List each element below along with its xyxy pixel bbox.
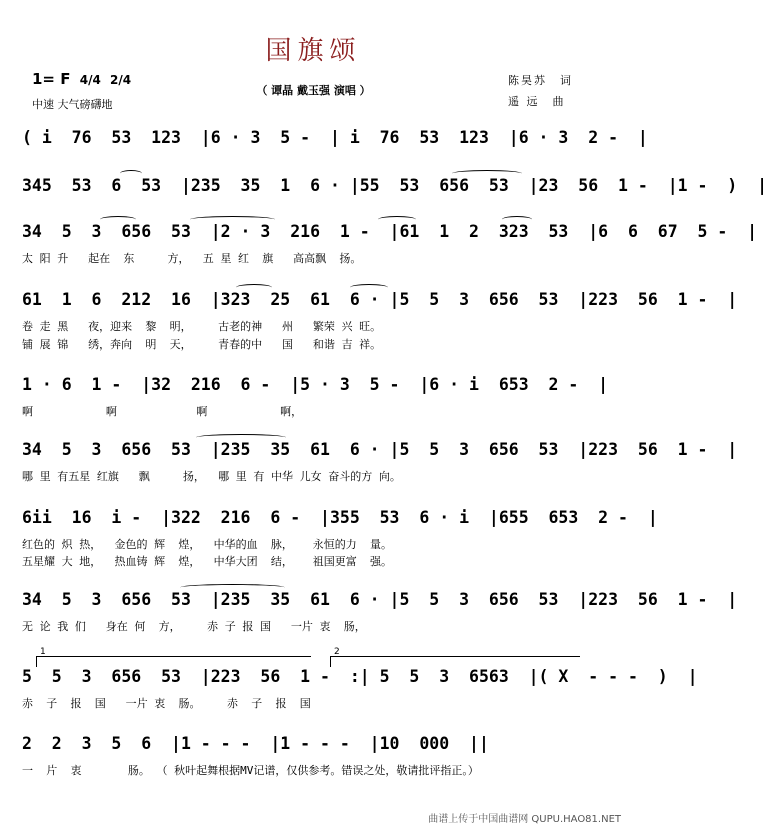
- volta-1: [36, 647, 311, 667]
- song-title: 国旗颂: [265, 36, 362, 66]
- lyric-row-7b: 五星耀 大 地， 热血铸 辉 煌， 中华大团 结， 祖国更富 强。: [22, 555, 392, 568]
- music-row-5: 1 · 6 1 - |32 216 6 - |5 · 3 5 - |6 · i 653 2 - |: [22, 375, 609, 394]
- key-label: 1= F: [32, 70, 71, 88]
- time-signature-2: 2/4: [110, 73, 132, 87]
- lyric-row-3: 太 阳 升 起在 东 方， 五 星 红 旗 高高飘 扬。: [22, 252, 362, 265]
- slur: [100, 216, 136, 223]
- tie: [452, 170, 522, 177]
- volta-1-number: 1: [40, 647, 46, 657]
- music-row-9: 5 5 3 656 53 |223 56 1 - :| 5 5 3 6563 |( X - - - ) |: [22, 667, 698, 686]
- lyric-row-10: 一 片 衷 肠。 （ 秋叶起舞根据MV记谱，仅供参考。错误之处，敬请批评指正。）: [22, 764, 479, 777]
- lyric-row-4b: 铺 展 锦 绣，奔向 明 天， 青春的中 国 和谐 吉 祥。: [22, 338, 382, 351]
- lyric-row-8: 无 论 我 们 身在 何 方， 赤 子 报 国 一片 衷 肠，: [22, 620, 366, 633]
- lyric-row-9: 赤 子 报 国 一片 衷 肠。 赤 子 报 国: [22, 697, 311, 710]
- volta-2: [330, 647, 580, 667]
- volta-2-number: 2: [334, 647, 340, 657]
- slur: [236, 284, 272, 291]
- lyric-row-5: 啊 啊 啊 啊，: [22, 405, 303, 418]
- music-row-8: 34 5 3 656 53 |235 35 61 6 · |5 5 3 656 53 |223 56 1 - |: [22, 590, 738, 609]
- time-signature-1: 4/4: [79, 73, 101, 87]
- music-row-10: 2 2 3 5 6 |1 - - - |1 - - - |10 000 ||: [22, 734, 489, 753]
- slur: [180, 584, 285, 591]
- slur: [502, 216, 532, 223]
- source-footer: 曲谱上传于中国曲谱网 QUPU.HAO81.NET: [428, 814, 621, 825]
- music-row-6: 34 5 3 656 53 |235 35 61 6 · |5 5 3 656 53 |223 56 1 - |: [22, 440, 738, 459]
- lyric-row-6: 哪 里 有五星 红旗 飘 扬， 哪 里 有 中华 儿女 奋斗的方 向。: [22, 470, 401, 483]
- lyric-row-7a: 红色的 炽 热， 金色的 辉 煌， 中华的血 脉， 永恒的力 量。: [22, 538, 392, 551]
- music-row-3: 34 5 3 656 53 |2 · 3 216 1 - |61 1 2 323 53 |6 6 67 5 - |: [22, 222, 758, 241]
- composer-credit: 遥 远 曲: [508, 95, 566, 108]
- tempo-marking: 中速 大气磅礴地: [32, 98, 113, 111]
- lyricist-credit: 陈昊苏 词: [508, 74, 573, 87]
- slur: [120, 170, 142, 177]
- lyric-row-4a: 卷 走 黑 夜，迎来 黎 明， 古老的神 州 繁荣 兴 旺。: [22, 320, 382, 333]
- music-row-7: 6ii 16 i - |322 216 6 - |355 53 6 · i |655 653 2 - |: [22, 508, 658, 527]
- music-row-4: 61 1 6 212 16 |323 25 61 6 · |5 5 3 656 53 |223 56 1 - |: [22, 290, 738, 309]
- slur: [196, 434, 286, 441]
- singers: （ 谭晶 戴玉强 演唱 ）: [256, 84, 371, 97]
- slur: [190, 216, 275, 223]
- slur: [378, 216, 416, 223]
- slur: [350, 284, 388, 291]
- music-row-1: ( i 76 53 123 |6 · 3 5 - | i 76 53 123 |6 · 3 2 - |: [22, 128, 648, 147]
- music-row-2: 345 53 6 53 |235 35 1 6 · |55 53 656 53 |23 56 1 - |1 - ) |: [22, 176, 767, 195]
